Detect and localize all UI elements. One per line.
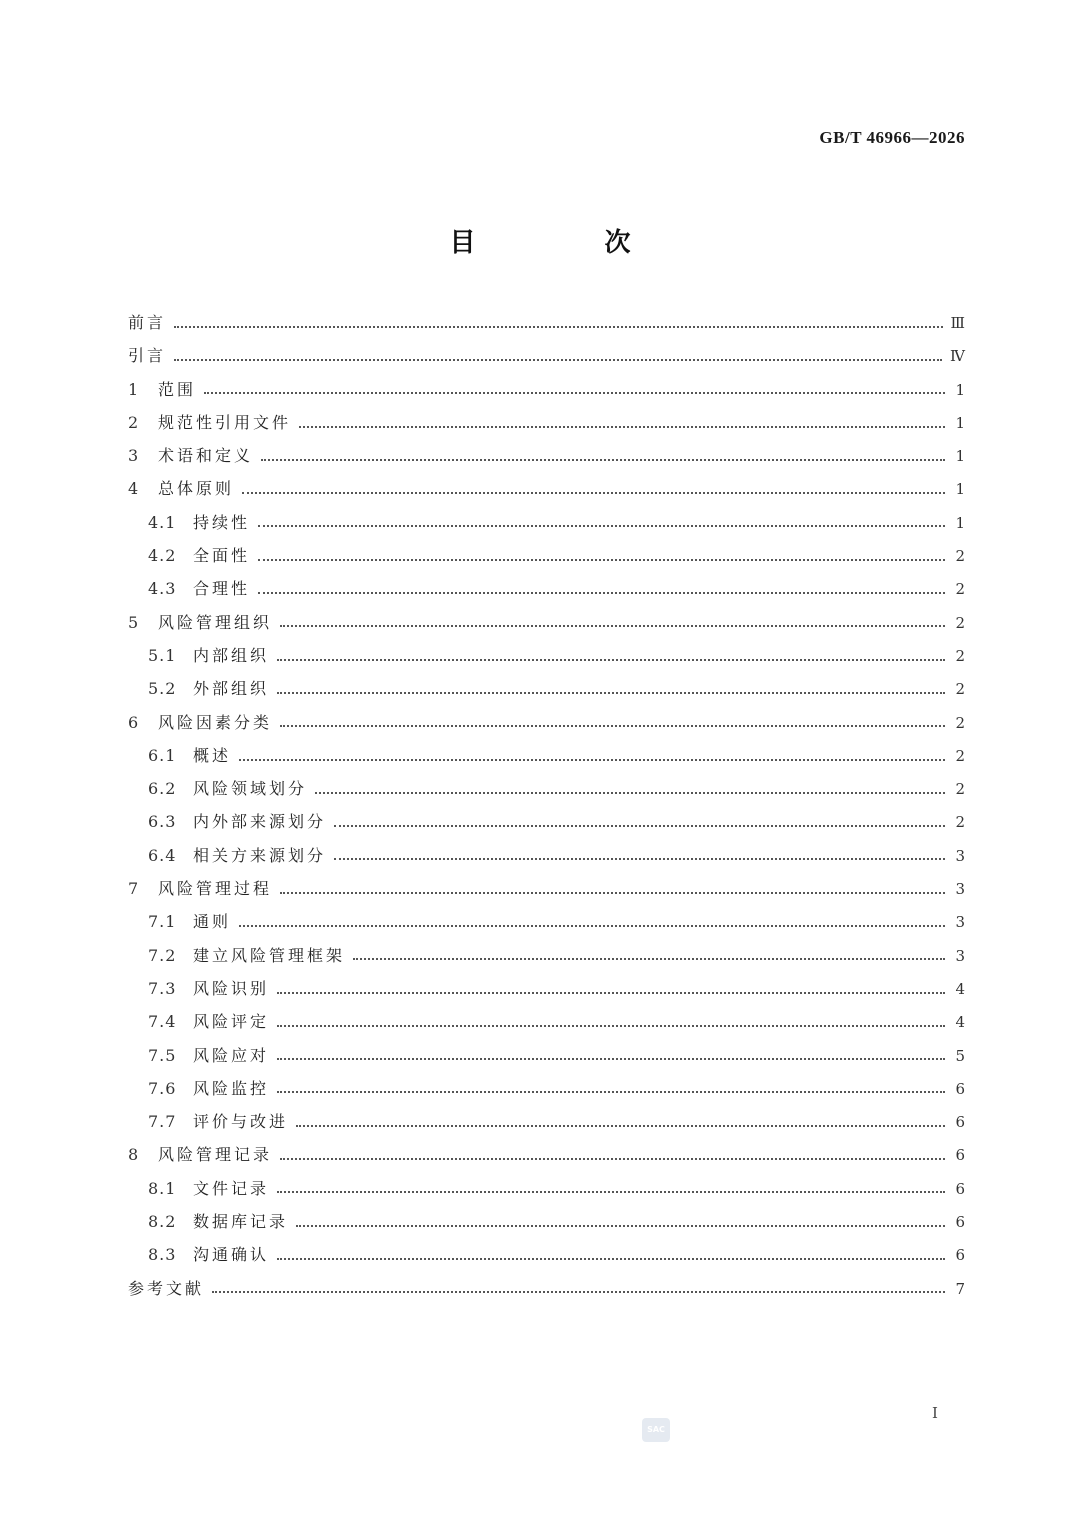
- toc-entry-number: 5.1: [148, 645, 177, 665]
- toc-entry-label: 风险管理记录: [158, 1145, 273, 1165]
- toc-entry-page: 6: [955, 1079, 965, 1098]
- toc-entry[interactable]: [128, 306, 965, 339]
- toc-entry[interactable]: [128, 1172, 965, 1205]
- toc-entry-label: 合理性: [193, 579, 251, 599]
- toc-entry-label: 相关方来源划分: [193, 845, 327, 865]
- dot-leader: [299, 426, 945, 428]
- toc-entry-page: 1: [955, 480, 965, 499]
- dot-leader: [334, 858, 945, 860]
- dot-leader: [258, 592, 945, 594]
- toc-entry-label: 风险识别: [193, 978, 270, 998]
- toc-entry-number: 6: [128, 712, 140, 732]
- toc-entry-number: 6.3: [148, 812, 177, 832]
- toc-entry-page: 3: [955, 846, 965, 865]
- toc-entry-page: Ⅲ: [950, 314, 965, 332]
- toc-entry-label: 术语和定义: [158, 446, 254, 466]
- toc-entry-page: 2: [955, 613, 965, 632]
- dot-leader: [239, 925, 945, 927]
- dot-leader: [239, 759, 945, 761]
- toc-entry-label: 数据库记录: [193, 1212, 289, 1232]
- toc-entry-number: 7: [128, 879, 140, 899]
- toc-entry-number: 8.1: [148, 1178, 177, 1198]
- toc-entry-label: 参考文献: [128, 1278, 205, 1298]
- toc-entry-label: 规范性引用文件: [158, 412, 292, 432]
- toc-entry-page: 2: [955, 813, 965, 832]
- toc-entry-label: 前言: [128, 313, 167, 332]
- toc-entry-label: 评价与改进: [193, 1112, 289, 1132]
- dot-leader: [280, 892, 945, 894]
- toc-entry-label: 风险因素分类: [158, 712, 273, 732]
- toc-entry-label: 引言: [128, 346, 167, 366]
- toc-entry-page: Ⅳ: [950, 347, 965, 366]
- toc-entry-page: 3: [955, 880, 965, 899]
- toc-entry-number: 7.4: [148, 1012, 177, 1032]
- toc-entry[interactable]: [128, 539, 965, 572]
- toc-entry-number: 4.1: [148, 512, 177, 532]
- toc-entry[interactable]: [128, 972, 965, 1005]
- toc-entry-page: 6: [955, 1213, 965, 1232]
- toc-entry-number: 7.6: [148, 1078, 177, 1098]
- dot-leader: [174, 359, 942, 361]
- dot-leader: [280, 725, 945, 727]
- toc-entry-number: 8.2: [148, 1212, 177, 1232]
- toc-entry-label: 持续性: [193, 512, 251, 532]
- toc-entry-number: 7.1: [148, 912, 177, 932]
- toc-entry[interactable]: [128, 872, 965, 905]
- standard-code: GB/T 46966—2026: [819, 128, 965, 147]
- toc-entry-label: 总体原则: [158, 479, 235, 499]
- toc-entry-label: 文件记录: [193, 1178, 270, 1198]
- toc-entry-label: 范围: [158, 379, 197, 399]
- dot-leader: [258, 559, 945, 561]
- toc-entry[interactable]: [128, 1272, 965, 1305]
- toc-entry-number: 2: [128, 412, 140, 432]
- toc-entry-number: 7.2: [148, 945, 177, 965]
- toc-entry[interactable]: [128, 439, 965, 472]
- dot-leader: [280, 625, 945, 627]
- dot-leader: [277, 659, 945, 661]
- dot-leader: [261, 459, 945, 461]
- toc-entry-label: 风险评定: [193, 1012, 270, 1032]
- toc-entry[interactable]: [128, 1205, 965, 1238]
- toc-entry-page: 2: [955, 680, 965, 699]
- toc-entry[interactable]: [128, 672, 965, 705]
- toc-entry-page: 6: [955, 1146, 965, 1165]
- toc-entry-page: 1: [955, 380, 965, 399]
- toc-entry-label: 风险领域划分: [193, 779, 308, 799]
- toc-entry-number: 5: [128, 612, 140, 632]
- dot-leader: [242, 492, 945, 494]
- toc-entry-page: 1: [955, 513, 965, 532]
- dot-leader: [277, 1058, 945, 1060]
- toc-entry[interactable]: [128, 772, 965, 805]
- toc-entry-page: 2: [955, 547, 965, 566]
- toc-entry-number: 7.7: [148, 1112, 177, 1132]
- toc-entry-page: 1: [955, 447, 965, 466]
- toc-entry-page: 4: [955, 1013, 965, 1032]
- toc-entry-number: 8.3: [148, 1245, 177, 1265]
- toc-entry-page: 6: [955, 1246, 965, 1265]
- dot-leader: [334, 825, 945, 827]
- table-of-contents: [128, 306, 965, 1305]
- toc-entry[interactable]: [128, 939, 965, 972]
- toc-entry-label: 建立风险管理框架: [193, 945, 346, 965]
- dot-leader: [277, 1025, 945, 1027]
- dot-leader: [296, 1225, 945, 1227]
- dot-leader: [277, 692, 945, 694]
- toc-entry-label: 通则: [193, 912, 232, 932]
- toc-entry-number: 4: [128, 479, 140, 499]
- toc-entry-page: 1: [955, 413, 965, 432]
- toc-entry[interactable]: [128, 905, 965, 938]
- dot-leader: [277, 1191, 945, 1193]
- toc-entry-label: 全面性: [193, 546, 251, 566]
- dot-leader: [212, 1291, 945, 1293]
- dot-leader: [296, 1125, 945, 1127]
- toc-entry-number: 3: [128, 446, 140, 466]
- toc-entry[interactable]: [128, 706, 965, 739]
- dot-leader: [174, 326, 943, 328]
- toc-entry-page: 6: [955, 1113, 965, 1132]
- toc-entry-label: 风险管理组织: [158, 612, 273, 632]
- toc-entry-page: 5: [955, 1046, 965, 1065]
- toc-entry-number: 5.2: [148, 679, 177, 699]
- toc-entry-page: 6: [955, 1179, 965, 1198]
- toc-entry[interactable]: [128, 1072, 965, 1105]
- toc-entry-number: 7.3: [148, 978, 177, 998]
- page-number: I: [932, 1404, 938, 1422]
- toc-entry[interactable]: [128, 572, 965, 605]
- toc-entry[interactable]: [128, 472, 965, 505]
- toc-entry-page: 4: [955, 979, 965, 998]
- toc-entry[interactable]: [128, 805, 965, 838]
- toc-entry-label: 风险监控: [193, 1078, 270, 1098]
- toc-entry[interactable]: [128, 606, 965, 639]
- toc-entry-page: 2: [955, 580, 965, 599]
- toc-entry[interactable]: [128, 1138, 965, 1171]
- toc-entry-number: 6.4: [148, 845, 177, 865]
- dot-leader: [277, 992, 945, 994]
- toc-entry[interactable]: [128, 1039, 965, 1072]
- toc-entry-number: 4.3: [148, 579, 177, 599]
- toc-entry-label: 风险应对: [193, 1045, 270, 1065]
- sac-watermark-icon: SAC: [642, 1418, 670, 1442]
- dot-leader: [353, 958, 945, 960]
- toc-entry[interactable]: [128, 506, 965, 539]
- dot-leader: [204, 392, 945, 394]
- toc-entry[interactable]: [128, 839, 965, 872]
- toc-entry-label: 沟通确认: [193, 1245, 270, 1265]
- toc-entry-number: 1: [128, 379, 140, 399]
- toc-entry-number: 4.2: [148, 546, 177, 566]
- toc-entry[interactable]: [128, 739, 965, 772]
- toc-entry-page: 2: [955, 746, 965, 765]
- toc-entry[interactable]: [128, 639, 965, 672]
- toc-entry[interactable]: [128, 339, 965, 372]
- toc-entry-label: 外部组织: [193, 679, 270, 699]
- toc-entry-number: 6.1: [148, 745, 177, 765]
- toc-entry[interactable]: [128, 373, 965, 406]
- toc-entry[interactable]: [128, 1238, 965, 1271]
- toc-entry[interactable]: [128, 1105, 965, 1138]
- toc-entry[interactable]: [128, 406, 965, 439]
- toc-entry-number: 8: [128, 1145, 140, 1165]
- toc-entry-page: 2: [955, 780, 965, 799]
- toc-entry-page: 2: [955, 713, 965, 732]
- toc-entry-page: 7: [955, 1279, 965, 1298]
- dot-leader: [315, 792, 945, 794]
- dot-leader: [258, 525, 945, 527]
- toc-entry-label: 概述: [193, 745, 232, 765]
- toc-entry-page: 2: [955, 646, 965, 665]
- toc-entry-label: 内外部来源划分: [193, 812, 327, 832]
- toc-entry[interactable]: [128, 1005, 965, 1038]
- toc-entry-page: 3: [955, 913, 965, 932]
- page-title: 目 次: [449, 228, 691, 258]
- dot-leader: [277, 1258, 945, 1260]
- toc-entry-number: 7.5: [148, 1045, 177, 1065]
- toc-entry-number: 6.2: [148, 779, 177, 799]
- toc-entry-label: 风险管理过程: [158, 879, 273, 899]
- dot-leader: [277, 1091, 945, 1093]
- toc-entry-page: 3: [955, 946, 965, 965]
- toc-entry-label: 内部组织: [193, 645, 270, 665]
- dot-leader: [280, 1158, 945, 1160]
